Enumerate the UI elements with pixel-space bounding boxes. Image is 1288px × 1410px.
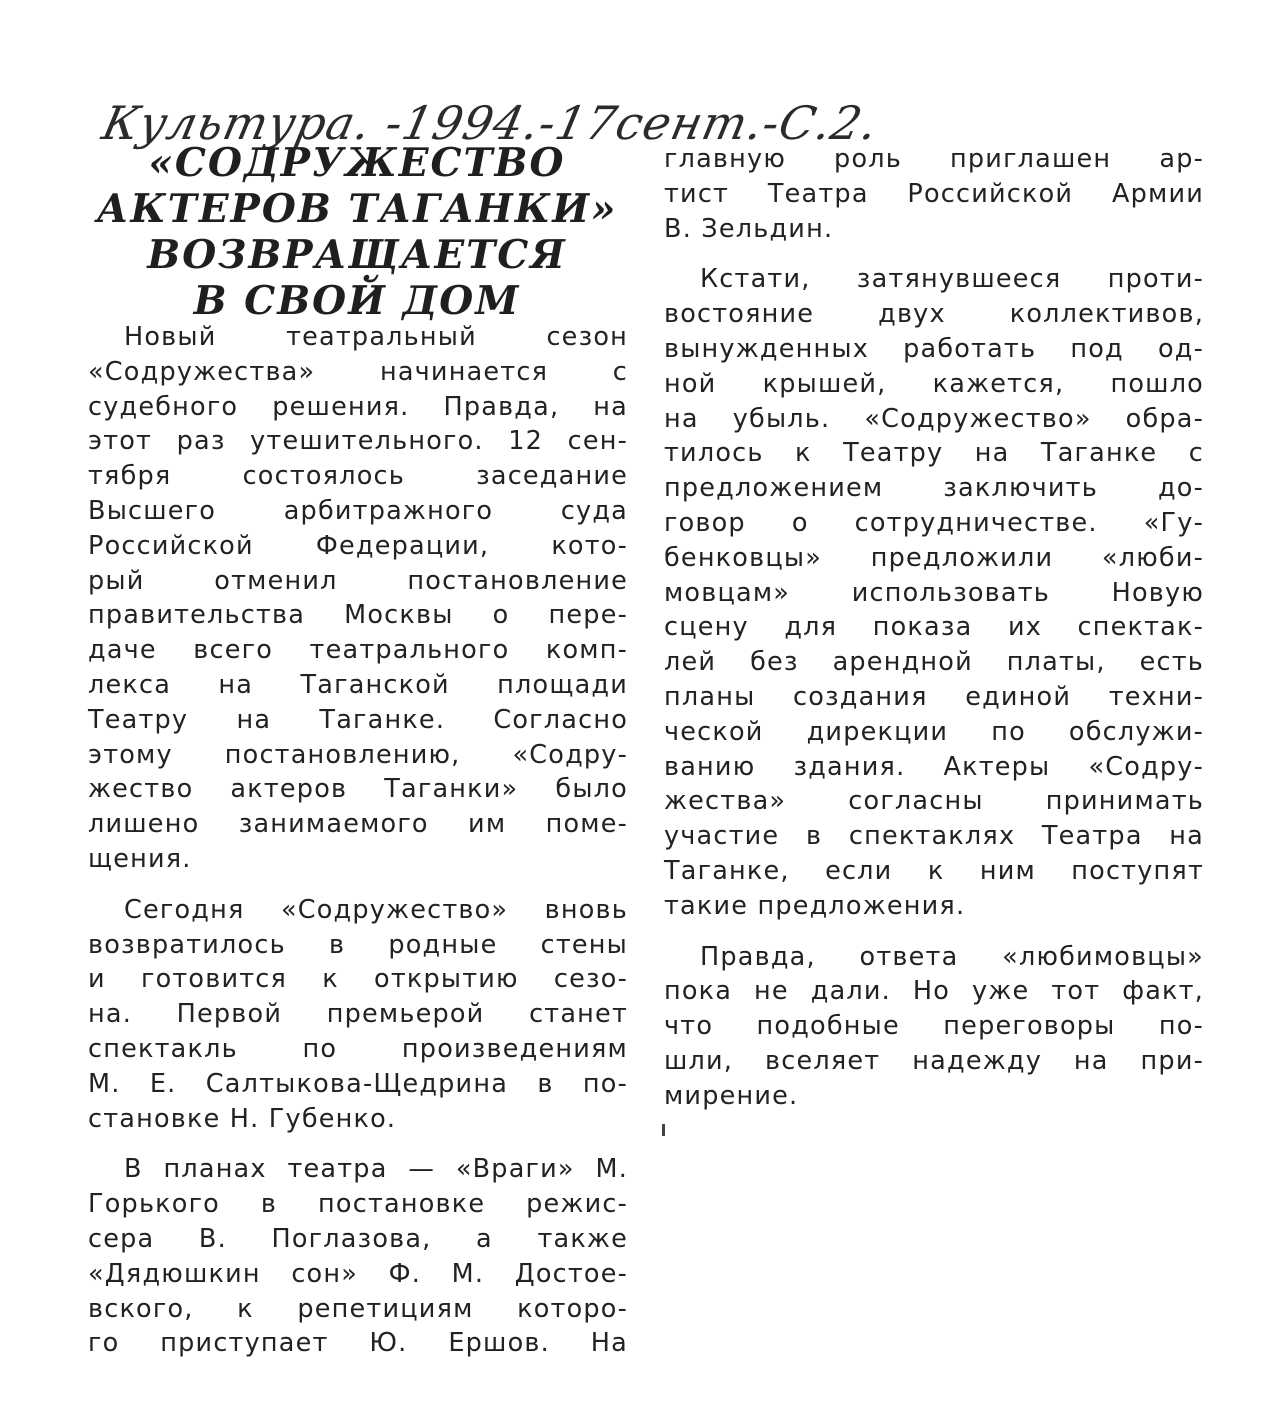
right-column	[664, 142, 1204, 1114]
text-line: этому постановлению, «Содру-	[88, 739, 628, 770]
text-line: на. Первой премьерой станет	[88, 999, 628, 1030]
text-line: ванию здания. Актеры «Содру-	[664, 751, 1204, 782]
text-line: жества» согласны принимать	[664, 786, 1204, 817]
text-line: Высшего арбитражного суда	[88, 495, 628, 526]
text-line: этот раз утешительного. 12 сен-	[88, 426, 628, 457]
left-column	[88, 320, 628, 1361]
text-line: «Содружества» начинается с	[88, 356, 628, 387]
text-line: Кстати, затянувшееся проти-	[700, 264, 1204, 295]
text-line: лишено занимаемого им поме-	[88, 809, 628, 840]
text-line: рый отменил постановление	[88, 565, 628, 596]
headline-line: АКТЕРОВ ТАГАНКИ»	[96, 186, 618, 232]
text-line: востояние двух коллективов,	[664, 299, 1204, 330]
text-line: правительства Москвы о пере-	[88, 600, 628, 631]
text-line: Сегодня «Содружество» вновь	[124, 894, 628, 925]
text-line: тист Театра Российской Армии	[664, 178, 1204, 209]
text-line: предложением заключить до-	[664, 473, 1204, 504]
text-line: вынужденных работать под од-	[664, 333, 1204, 364]
text-line: спектакль по произведениям	[88, 1033, 628, 1064]
text-line: главную роль приглашен ар-	[664, 144, 1204, 174]
text-line: тилось к Театру на Таганке с	[664, 438, 1204, 469]
text-line: участие в спектаклях Театра на	[664, 821, 1204, 852]
text-line: жество актеров Таганки» было	[88, 774, 628, 805]
text-line: возвратилось в родные стены	[88, 929, 628, 960]
text-line: бенковцы» предложили «люби-	[664, 542, 1204, 573]
text-line: го приступает Ю. Ершов. На	[88, 1328, 628, 1359]
text-line: М. Е. Салтыкова-Щедрина в по-	[88, 1068, 628, 1099]
text-line: Театру на Таганке. Согласно	[88, 704, 628, 735]
headline	[92, 140, 622, 324]
print-speck	[662, 1124, 665, 1136]
text-line: что подобные переговоры по-	[664, 1011, 1204, 1042]
text-line: тября состоялось заседание	[88, 461, 628, 492]
text-line: мирение.	[664, 1080, 799, 1111]
text-line: даче всего театрального комп-	[88, 635, 628, 666]
text-line: планы создания единой техни-	[664, 681, 1204, 712]
text-line: и готовится к открытию сезо-	[88, 964, 628, 995]
text-line: «Дядюшкин сон» Ф. М. Достое-	[88, 1258, 628, 1289]
text-line: мовцам» использовать Новую	[664, 577, 1204, 608]
text-line: на убыль. «Содружество» обра-	[664, 403, 1204, 434]
text-line: щения.	[88, 843, 192, 874]
text-line: ной крышей, кажется, пошло	[664, 368, 1204, 399]
text-line: Таганке, если к ним поступят	[664, 855, 1204, 886]
text-line: В. Зельдин.	[664, 213, 834, 244]
text-line: Российской Федерации, кото-	[88, 530, 628, 561]
text-line: судебного решения. Правда, на	[88, 391, 628, 422]
headline-line: ВОЗВРАЩАЕТСЯ	[147, 232, 567, 278]
text-line: лекса на Таганской площади	[88, 669, 628, 700]
text-line: сера В. Поглазова, а также	[88, 1223, 628, 1254]
text-line: Правда, ответа «любимовцы»	[700, 941, 1204, 972]
text-line: становке Н. Губенко.	[88, 1103, 397, 1134]
headline-line: В СВОЙ ДОМ	[193, 278, 521, 324]
text-line: сцену для показа их спектак-	[664, 612, 1204, 643]
text-line: пока не дали. Но уже тот факт,	[664, 976, 1204, 1007]
text-line: Новый театральный сезон	[124, 322, 628, 352]
headline-line: «СОДРУЖЕСТВО	[148, 140, 566, 186]
handwritten-source-note: Культура. -1994.-17сент.-С.2.	[97, 96, 884, 150]
text-line: ческой дирекции по обслужи-	[664, 716, 1204, 747]
text-line: говор о сотрудничестве. «Гу-	[664, 507, 1204, 538]
text-line: В планах театра — «Враги» М.	[124, 1154, 628, 1185]
text-line: лей без арендной платы, есть	[664, 647, 1204, 678]
text-line: Горького в постановке режис-	[88, 1189, 628, 1220]
text-line: вского, к репетициям которо-	[88, 1293, 628, 1324]
text-line: шли, вселяет надежду на при-	[664, 1045, 1204, 1076]
text-line: такие предложения.	[664, 890, 966, 921]
